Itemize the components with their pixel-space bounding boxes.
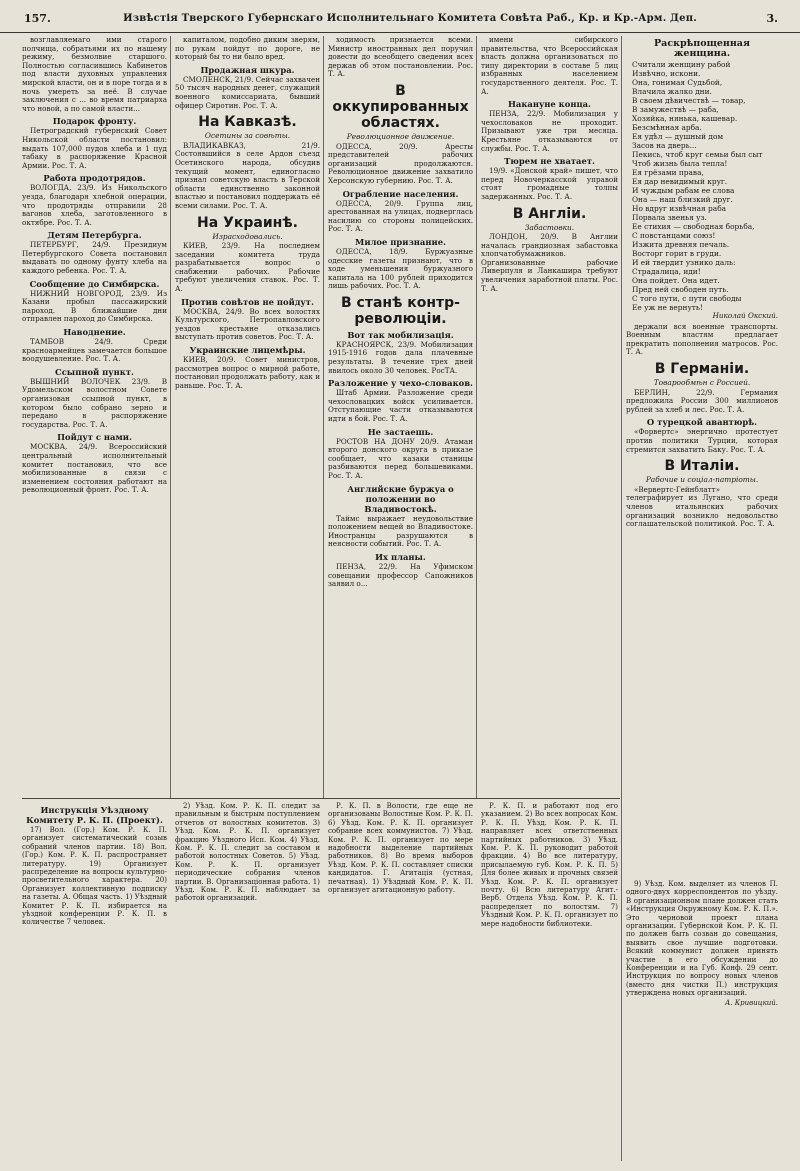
instruction-column-1 — [22, 802, 167, 1160]
article-subheading: Товарообмѣн с Россией. — [653, 377, 751, 387]
column-divider — [323, 36, 324, 798]
article-text: ВОЛОГДА, 23/9. Из Никольского уезда, благодаря хлебной операции, что продотряды отправили 28 вагонов хлеба, заготовленного в октябре. Рос. Т. А. — [22, 183, 167, 227]
article-heading: Продажная шкура. — [200, 64, 295, 75]
instruction-column-4 — [481, 802, 618, 1160]
poem-title: Раскрѣпощенная женщина. — [654, 38, 750, 59]
article-heading: Накануне конца. — [508, 99, 591, 110]
poem-line: И чуждым рабам ее слова — [632, 186, 735, 195]
article-heading: Разложение у чехо-словаков. — [328, 378, 473, 389]
article-text: «Форвертс» энергично протестует против политики Турции, которая стремится захватить Баку. Рос. Т. А. — [626, 427, 778, 454]
section-heading: На Украинѣ. — [197, 214, 298, 231]
poem-line: Она пойдет. Она идет. — [632, 276, 720, 285]
section-heading: В Англіи. — [512, 205, 587, 222]
signature: А. Кривицкий. — [724, 998, 778, 1007]
poem-line: Ея удѣл — душный дом — [632, 132, 724, 141]
article-text: БЕРЛИН, 22/9. Германия предложила России 300 миллионов рублей за хлеб и лес. Рос. Т. А. — [626, 387, 778, 414]
poem-line: Ее уж не вернуть! — [632, 303, 703, 312]
article-heading: Их планы. — [375, 551, 426, 562]
column-4 — [481, 36, 618, 796]
page-header — [0, 0, 800, 33]
instruction-text: 17) Вол. (Гор.) Ком. Р. К. П. организует систематический созыв собраний членов партии. 18) Вол. (Гор.) Ком. Р. К. П. распространяет литературу. 19) Организует распределение на вопросы культурно-просветительного характера. 20) Организует коллективную подписку на газеты. А. Общая часть. 1) Уѣздный Комитет Р. К. П. избирается на уѣздной конференции Р. К. П. в количестве 7 человек. — [22, 826, 167, 927]
column-1 — [22, 36, 167, 796]
article-text: возглавляемаго ими старого полчища, собратьями их по нашему режиму, безмолвие старшого. Полностью согласившись Кабинетов под власти духовных управления мирской власти, он и в поре тогда и в ночь умереть за неё. В случае заключения с ... во время патриарха что новой, а по самой власти... — [22, 36, 167, 113]
article-text: Петроградский губернский Совет Никольской области постановил: выдать 107,000 пудов хлеба и 1 пуд табаку в распоряжение Красной Армии. Рос. Т. А. — [22, 126, 167, 170]
poem-line: С того пути, с пути свободы — [632, 294, 742, 303]
article-text: 19/9. «Донской край» пишет, что перед Новочеркасской управой стоят громадные толпы задержанных. Рос. Т. А. — [481, 166, 618, 201]
section-heading: В Италіи. — [664, 458, 740, 475]
article-heading: Детям Петербурга. — [47, 230, 142, 241]
article-text: ВЫШНИЙ ВОЛОЧЕК 23/9. В Удомельском волостном Совете организован ссыпной пункт, в котором было собрано зерно и передано в распоряжение государства. Рос. Т. А. — [22, 376, 167, 429]
poem-line: Извѣчно, искони. — [632, 69, 701, 78]
poem-line: Чтоб жизнь была тепла! — [632, 159, 728, 168]
article-text: РОСТОВ НА ДОНУ 20/9. Атаман второго донского округа в приказе сообщает, что казаки станицы разбиваются перед большевиками. Рос. Т. А. — [328, 436, 473, 480]
section-divider — [22, 798, 620, 799]
article-text: ПЕНЗА, 22/9. Мобилизация у чехословаков не проходит. Призывают уже три месяца. Крестьяне отказываются от службы. Рос. Т. А. — [481, 109, 618, 153]
article-text: ОДЕССА, 20/9. Группа лиц, арестованная на улицах, подверглась насилию со стороны полицейских. Рос. Т. А. — [328, 198, 473, 234]
poem-line: Влачила жалко дни. — [632, 87, 712, 96]
column-divider — [476, 36, 477, 798]
article-heading: Украинские лицемѣры. — [189, 345, 306, 356]
column-2 — [175, 36, 320, 796]
column-divider — [170, 36, 171, 798]
article-heading: Тюрем не хватает. — [504, 156, 595, 167]
article-subheading: Забастовки. — [524, 222, 575, 232]
article-subheading: Революционное движение. — [346, 131, 455, 141]
poem-line: В своем дѣвичествѣ — товар, — [632, 96, 746, 105]
instruction-text: Р. К. П. в Волости, где еще не организованы Волостные Ком. Р. К. П. 6) Уѣзд. Ком. Р. К. П. организует собрание всех коммунистов. 7) Уѣзд. Ком. Р. К. П. организует по мере надобности выделение партийных работников. 8) Во время выборов Уѣзд. Ком. Р. К. П. составляет списки кандидатов. Г. Агитація (устная, печатная). 1) Уѣздный Ком. Р. К. П. организует агитационную работу. — [328, 802, 473, 895]
article-text: держали вся военные транспорты. Военным властям предлагает прекратить пополнения матросов. Рос. Т. А. — [626, 321, 778, 357]
article-text: ЛОНДОН, 20/9. В Англии началась грандиозная забастовка хлопчатобумажников. Организованные рабочие Ливерпуля и Ланкашира требуют увеличения заработной платы. Рос. Т. А. — [481, 232, 618, 293]
article-heading: О турецкой авантюрѣ. — [646, 417, 758, 428]
section-heading: В оккупированных областях. — [332, 82, 469, 131]
poem-line: Засов на дверь... — [632, 141, 697, 150]
poem-text — [626, 60, 778, 312]
article-heading: Против совѣтов не пойдут. — [181, 296, 314, 307]
article-text: ОДЕССА, 20/9. Аресты представителей рабочих организаций продолжаются. Революционное движение захватило Херсонскую губернию. Рос. Т. А. — [328, 141, 473, 185]
poem-line: Пекись, чтоб круг семьи был сыт — [632, 150, 763, 159]
article-text: капиталом, подобно диким зверям, по рукам пойдут по дороге, не который бы то ни было вред. — [175, 36, 320, 62]
article-heading: Ограбление населения. — [342, 188, 459, 199]
article-text: ПЕНЗА, 22/9. На Уфимском совещании профессор Сапожников заявил о... — [328, 561, 473, 589]
article-subheading: Осетины за совѣты. — [204, 131, 291, 141]
poem-line: И ей твердит узнико даль: — [632, 258, 736, 267]
poem-line: Ея дар невидимый круг. — [632, 177, 728, 186]
article-text: ПЕТЕРБУРГ, 24/9. Президиум Петербургского Совета постановил выдавать по одному фунту хлеба на каждого ребенка. Рос. Т. А. — [22, 240, 167, 276]
poem-line: Восторг горит в груди. — [632, 249, 722, 258]
poem-line: Считали женщину рабой — [632, 60, 731, 69]
column-3 — [328, 36, 473, 796]
article-text: «Вервертс-Гейнблатт» телеграфирует из Лугано, что среди членов итальянских рабочих организаций возникло недовольство соглашательской политикой. Рос. Т. А. — [626, 484, 778, 529]
article-text: СМОЛЕНСК, 21/9. Сейчас захвачен 50 тысяч народных денег, служащий военного комиссариата, бывший офицер Сиротин. Рос. Т. А. — [175, 74, 320, 110]
section-heading: В станѣ контр-революціи. — [341, 294, 460, 327]
poem-line: Безсмѣнная арба. — [632, 123, 702, 132]
article-text: Таймс выражает неудовольствие положением вещей во Владивостоке. Иностранцы разрушаются в неясности событий. Рос. Т. А. — [328, 513, 473, 549]
article-text: ходимость признается всеми. Министр иностранных дел поручил довести до всеобщего сведения всех держав об этом постановлении. Рос. Т. А. — [328, 36, 473, 79]
poem-line: Она, гонимая Судьбой, — [632, 78, 723, 87]
instruction-text: Р. К. П. и работают под его указанием. 2) Во всех вопросах Ком. Р. К. П. Уѣзд. Ком. Р. К. П. направляет всех ответственных партийных работников. 3) Уѣзд. Ком. Р. К. П. руководит работой фракции. 4) Во все литературу, присылаемую губ. Ком. Р. К. П. 5) Для более живых и прочных связей Уѣзд. Ком. Р. К. П. организует почту. 6) Всю литературу Агит.-Верб. Отдела Уѣзд. Ком. Р. К. П. распределяет по волостям. 7) Уѣздный Ком. Р. К. П. организует по мере надобности библиотеки. — [481, 802, 618, 928]
article-text: МОСКВА, 24/9. Всероссийский центральный исполнительный комитет постановил, что все мобилизованные в связи с изменением состояния работают на революционный фронт. Рос. Т. А. — [22, 442, 167, 495]
article-subheading: Израсходовались. — [212, 231, 283, 241]
article-text: КИЕВ, 20/9. Совет министров, рассмотрев вопрос о мирной работе, постановил продолжать работу, как и раньше. Рос. Т. А. — [175, 355, 320, 390]
article-subheading: Рабочие и соціал-патріоты. — [645, 475, 759, 485]
poem-line: Порвала звенья уз. — [632, 213, 707, 222]
poem-line: Ея грёзами права, — [632, 168, 704, 177]
section-heading: На Кавказѣ. — [198, 114, 297, 131]
poem-line: Ее стихия — свободная борьба, — [632, 222, 755, 231]
column-5 — [626, 36, 778, 856]
article-text: ТАМБОВ 24/9. Среди красноармейцев замечается большое воодушевление. Рос. Т. А. — [22, 337, 167, 364]
poem-line: В замужествѣ — раба, — [632, 105, 719, 114]
article-heading: Милое признание. — [355, 236, 446, 247]
article-heading: Ссыпной пункт. — [55, 366, 134, 377]
article-heading: Работа продотрядов. — [43, 173, 146, 184]
article-heading: Английские буржуа о положении во Владивостокѣ. — [347, 483, 454, 514]
instruction-text: 9) Уѣзд. Ком. выделяет из членов П. одного-двух корреспондентов по уѣзду. В организационном плане должен стать «Инструкция Окружному Ком. Р. К. П.». Это черновой проект плана организации. Губернской Ком. Р. К. П. по должен быть созван до совещания, выявить свое лучшие подготовки. Всякий коммунист должен принять участие в его обсуждении до Конференции и на Губ. Конф. 29 сент. Инструкция по вопросу новых членов (вместо дня чистки П.) инструкция утверждена новых организаций. — [626, 880, 778, 998]
article-text: МОСКВА, 24/9. Во всех волостях Культурского, Петропавловского уездов крестьяне отказались выступать против советов. Рос. Т. А. — [175, 306, 320, 342]
column-divider — [621, 36, 622, 1161]
article-text: Штаб Армии. Разложение среди чехословацких войск усиливается. Отступающие части отказываются идти в бой. Рос. Т. А. — [328, 388, 473, 424]
article-text: ВЛАДИКАВКАЗ, 21/9. Состоявшийся в селе Ардон съезд Осетинского народа, обсудив текущий момент, единогласно признал советскую власть в Терской области единственно законной властью и постановил поддержать её всеми силами. Рос. Т. А. — [175, 140, 320, 210]
article-heading: Наводнение. — [63, 327, 126, 338]
poem-line: Хозяйка, нянька, кашевар. — [632, 114, 738, 123]
instruction-text: 2) Уѣзд. Ком. Р. К. П. следит за правильным и быстрым поступлением отчетов от волостных комитетов. 3) Уѣзд. Ком. Р. К. П. организует фракцию Уѣздного Исп. Ком. 4) Уѣзд. Ком. Р. К. П. следит за составом и работой волостных Советов. 5) Уѣзд. Ком. Р. К. П. организует периодические собрания членов партии. В. Организаціонная работа. 1) Уѣзд. Ком. Р. К. П. наблюдает за работой организаций. — [175, 802, 320, 903]
instruction-heading: Инструкція Уѣздному Комитету Р. К. П. (Проект). — [26, 805, 163, 825]
article-text: КРАСНОЯРСК, 23/9. Мобилизация 1915-1916 годов дала плачевные результаты. В течение трех дней явилось около 30 человек. РосТА. — [328, 339, 473, 375]
article-heading: Вот так мобилизація. — [347, 329, 454, 340]
poem-line: С повстанцами союз! — [632, 231, 716, 240]
article-text: ОДЕССА, 18/9. Буржуазные одесские газеты признают, что в ходе уменьшения буржуазного капитала на 100 рублей приходится лишь рабочих. Рос. Т. А. — [328, 246, 473, 291]
poem-line: Пред ней свободен путь. — [632, 285, 729, 294]
poem-author: Николай Окский. — [712, 311, 778, 320]
instruction-column-3 — [328, 802, 473, 1160]
poem-line: Но вдруг извѣчная раба — [632, 204, 727, 213]
page-number-right: 3. — [766, 12, 778, 25]
instruction-column-2 — [175, 802, 320, 1160]
newspaper-title: Извѣстія Тверского Губернскаго Исполнительнаго Комитета Совѣта Раб., Кр. и Кр.-Арм. Деп. — [123, 13, 697, 24]
poem-line: Страдалица, иди! — [632, 267, 701, 276]
article-text: НИЖНИЙ НОВГОРОД, 23/9. Из Казани пробыл пассажирский пароход. В ближайшие дни отправлен пароход до Симбирска. — [22, 288, 167, 324]
instruction-column-5 — [626, 880, 778, 1160]
article-heading: Сообщение до Симбирска. — [29, 278, 160, 289]
poem-line: Она — наш близкий друг. — [632, 195, 733, 204]
article-text: имени сибирского правительства, что Всероссийская власть должна организоваться по типу директории в составе 5 лиц избранных населением государственного деятеля. Рос. Т. А. — [481, 36, 618, 96]
article-heading: Не застаешь. — [367, 426, 434, 437]
section-heading: В Германіи. — [654, 360, 750, 377]
article-heading: Пойдут с нами. — [57, 432, 132, 443]
article-text: КИЕВ, 23/9. На последнем заседании комитета труда разрабатывается вопрос о снабжении рабочих. Рабочие требуют увеличения ставок. Рос. Т. А. — [175, 241, 320, 294]
article-heading: Подарок фронту. — [52, 116, 137, 127]
poem-line: Изжита древняя печаль. — [632, 240, 730, 249]
page-number-left: 157. — [24, 12, 51, 25]
